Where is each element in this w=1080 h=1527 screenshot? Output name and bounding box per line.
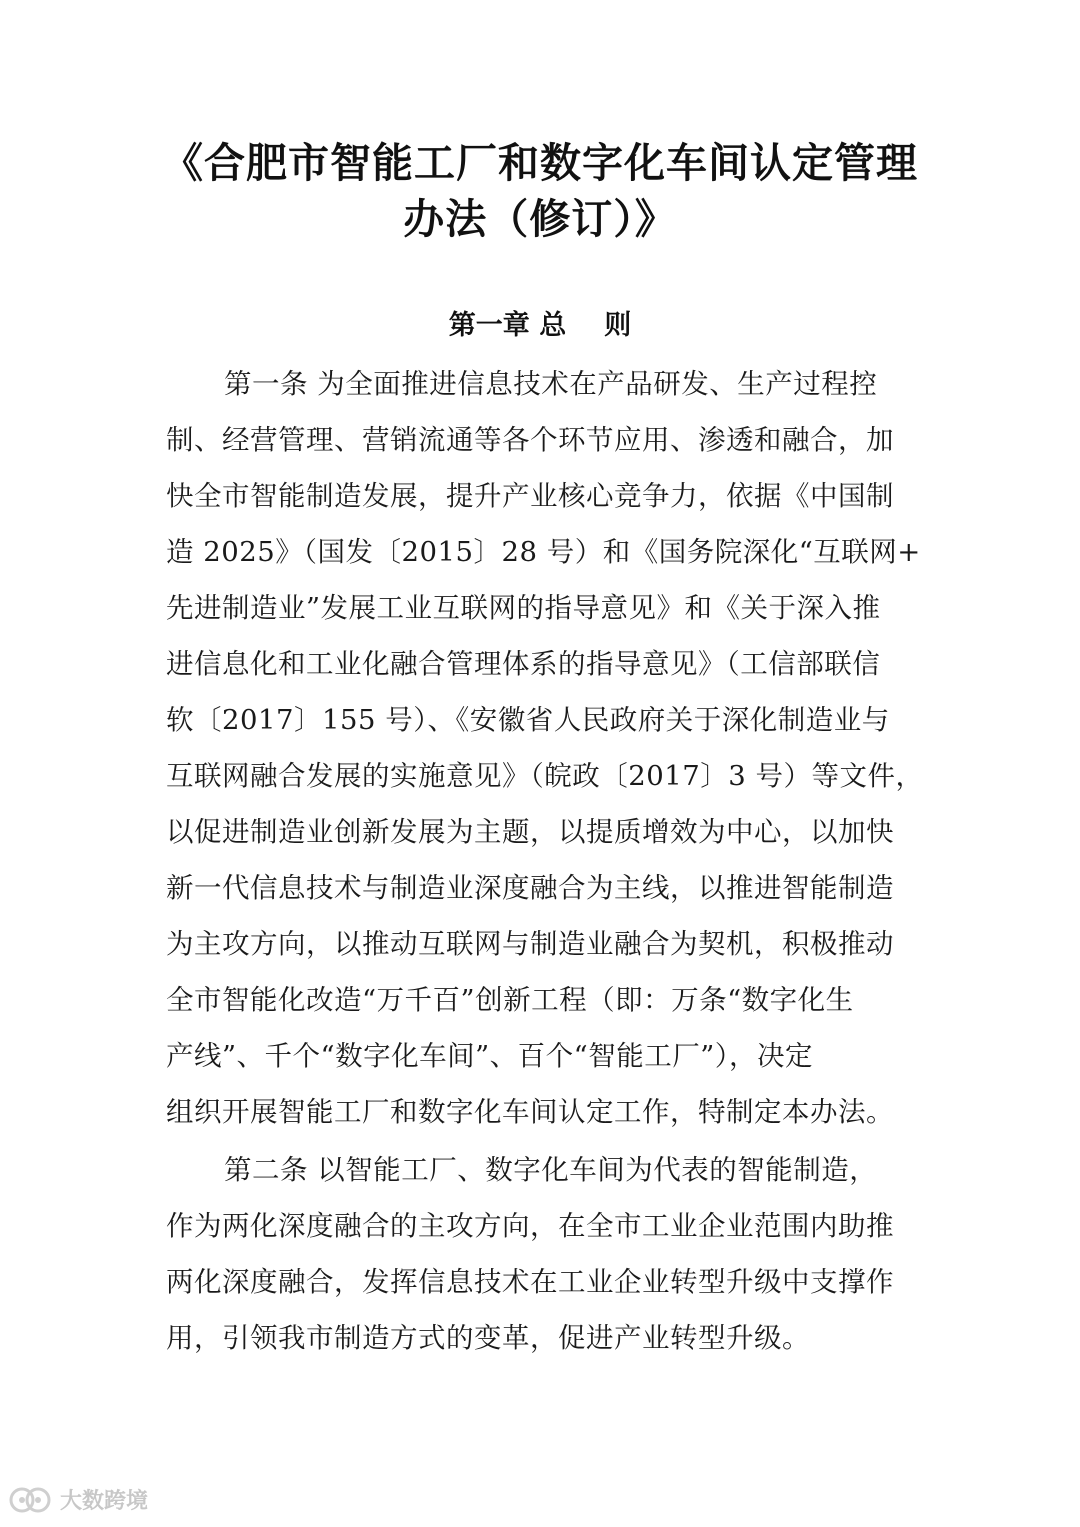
article-1-line: 互联网融合发展的实施意见》（皖政〔2017〕3 号）等文件， bbox=[166, 760, 924, 792]
watermark-text: 大数跨境 bbox=[60, 1489, 149, 1514]
logo-icon bbox=[8, 1486, 54, 1514]
chapter-heading-part-1: 第一章 总 bbox=[448, 310, 567, 341]
article-1-line: 全市智能化改造“万千百”创新工程（即：万条“数字化生 bbox=[166, 984, 854, 1016]
article-1-line: 以促进制造业创新发展为主题，以提质增效为中心，以加快 bbox=[166, 816, 894, 848]
article-2-line: 两化深度融合，发挥信息技术在工业企业转型升级中支撑作 bbox=[166, 1266, 894, 1298]
watermark bbox=[8, 1484, 148, 1515]
article-1-line: 进信息化和工业化融合管理体系的指导意见》（工信部联信 bbox=[166, 648, 881, 680]
chapter-heading-part-2: 则 bbox=[604, 310, 632, 341]
article-1-line: 先进制造业”发展工业互联网的指导意见》和《关于深入推 bbox=[166, 592, 881, 624]
article-1-line: 制、经营管理、营销流通等各个环节应用、渗透和融合，加 bbox=[166, 424, 894, 456]
article-1-line: 组织开展智能工厂和数字化车间认定工作，特制定本办法。 bbox=[166, 1096, 894, 1128]
article-1-line: 产线”、千个“数字化车间”、百个“智能工厂”），决定 bbox=[166, 1040, 814, 1072]
article-1-line: 第一条 为全面推进信息技术在产品研发、生产过程控 bbox=[224, 368, 878, 400]
article-1-line: 新一代信息技术与制造业深度融合为主线，以推进智能制造 bbox=[166, 872, 894, 904]
article-1-line: 造 2025》（国发〔2015〕28 号）和《国务院深化“互联网+ bbox=[166, 536, 921, 568]
document-title-line-1: 《合肥市智能工厂和数字化车间认定管理 bbox=[162, 139, 918, 187]
document-title-line-2: 办法（修订）》 bbox=[403, 195, 677, 243]
article-1-line: 快全市智能制造发展，提升产业核心竞争力，依据《中国制 bbox=[166, 480, 894, 512]
article-1-line: 为主攻方向，以推动互联网与制造业融合为契机，积极推动 bbox=[166, 928, 894, 960]
article-2-line: 第二条 以智能工厂、数字化车间为代表的智能制造， bbox=[224, 1154, 878, 1186]
chapter-heading bbox=[0, 304, 1080, 348]
article-2-line: 作为两化深度融合的主攻方向，在全市工业企业范围内助推 bbox=[166, 1210, 894, 1242]
article-2-line: 用，引领我市制造方式的变革，促进产业转型升级。 bbox=[166, 1322, 810, 1354]
article-1-line: 软〔2017〕155 号）、《安徽省人民政府关于深化制造业与 bbox=[166, 704, 890, 736]
